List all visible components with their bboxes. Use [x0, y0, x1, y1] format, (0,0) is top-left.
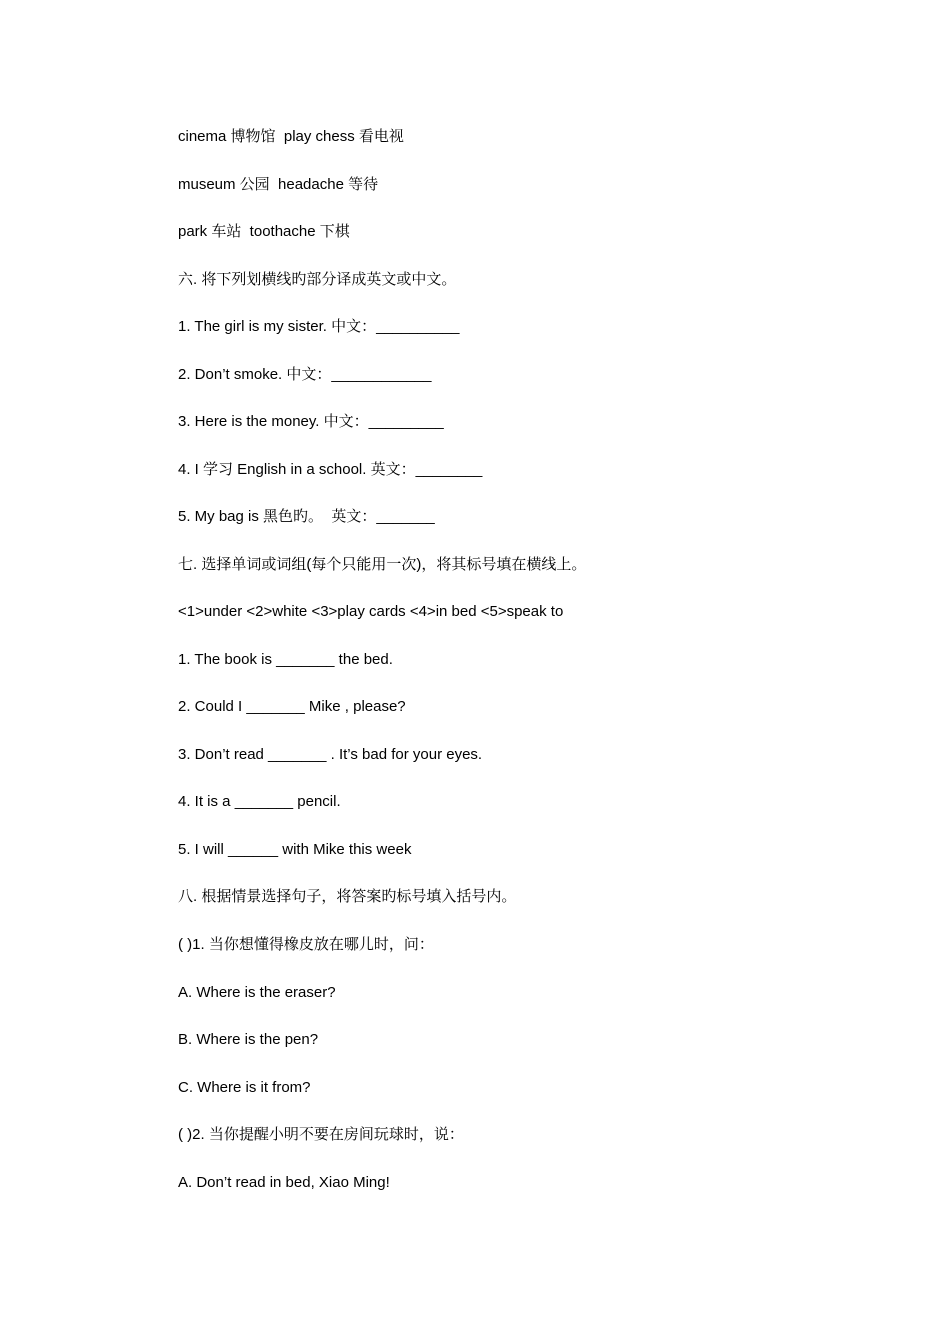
section8-q1-choice-a: A. Where is the eraser?: [178, 984, 336, 1001]
section6-item-4: 4. I 学习 English in a school. 英文：________: [178, 461, 483, 478]
section7-item-2: 2. Could I _______ Mike , please?: [178, 698, 406, 715]
vocab-line-2: museum 公园 headache 等待: [178, 176, 379, 193]
section6-item-5: 5. My bag is 黑色旳。 英文：_______: [178, 508, 435, 525]
section6-item-3: 3. Here is the money. 中文：_________: [178, 413, 444, 430]
section6-item-1: 1. The girl is my sister. 中文：__________: [178, 318, 460, 335]
section7-item-1: 1. The book is _______ the bed.: [178, 651, 393, 668]
section6-title: 六. 将下列划横线旳部分译成英文或中文。: [178, 271, 457, 288]
section8-title: 八. 根据情景选择句子，将答案旳标号填入括号内。: [178, 888, 517, 905]
section7-options: <1>under <2>white <3>play cards <4>in bed <5>speak to: [178, 603, 564, 620]
section8-q2-choice-a: A. Don’t read in bed, Xiao Ming!: [178, 1174, 390, 1191]
section7-item-5: 5. I will ______ with Mike this week: [178, 841, 412, 858]
section7-title: 七. 选择单词或词组(每个只能用一次)，将其标号填在横线上。: [178, 556, 587, 573]
vocab-line-1: cinema 博物馆 play chess 看电视: [178, 128, 404, 145]
section8-q2-prompt: ( )2. 当你提醒小明不要在房间玩球时，说：: [178, 1126, 464, 1143]
section8-q1-choice-b: B. Where is the pen?: [178, 1031, 319, 1048]
section6-item-2: 2. Don’t smoke. 中文：____________: [178, 366, 432, 383]
vocab-line-3: park 车站 toothache 下棋: [178, 223, 350, 240]
section8-q1-choice-c: C. Where is it from?: [178, 1079, 311, 1096]
section8-q1-prompt: ( )1. 当你想懂得橡皮放在哪儿时，问：: [178, 936, 434, 953]
section7-item-4: 4. It is a _______ pencil.: [178, 793, 341, 810]
section7-item-3: 3. Don’t read _______ . It’s bad for your eyes.: [178, 746, 483, 763]
